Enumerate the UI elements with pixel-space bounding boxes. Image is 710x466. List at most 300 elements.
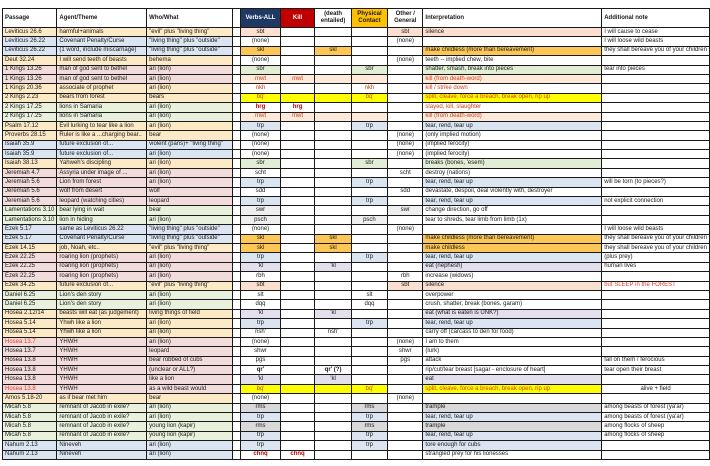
cell-verb-all: shwr bbox=[241, 347, 281, 356]
cell-kill bbox=[280, 384, 315, 393]
cell-interpretation: slayed, kill, slaughter bbox=[423, 103, 602, 112]
cell-agent: (1 word, include miscarriage) bbox=[57, 46, 147, 55]
cell-additional-note bbox=[602, 328, 710, 337]
cell-spacer bbox=[233, 413, 241, 422]
cell-who-what: like a lion bbox=[147, 375, 233, 384]
cell-spacer bbox=[233, 103, 241, 112]
cell-other-general bbox=[388, 300, 423, 309]
cell-spacer bbox=[233, 187, 241, 196]
cell-spacer bbox=[233, 450, 241, 459]
cell-who-what: ari (lion) bbox=[147, 300, 233, 309]
table-row bbox=[3, 384, 710, 393]
cell-who-what: ari (lion) bbox=[147, 413, 233, 422]
cell-agent: man of god sent to bethel bbox=[57, 65, 147, 74]
table-row bbox=[3, 319, 710, 328]
cell-interpretation: (implied ferocity) bbox=[423, 150, 602, 159]
cell-interpretation: split, cleave, force a breach, break open, rip up bbox=[423, 93, 602, 102]
cell-kill bbox=[280, 65, 315, 74]
cell-physical-contact bbox=[351, 347, 387, 356]
cell-agent: roaring lion (prophets) bbox=[57, 272, 147, 281]
cell-who-what: bear bbox=[147, 206, 233, 215]
cell-kill bbox=[280, 28, 315, 37]
cell-spacer bbox=[233, 150, 241, 159]
cell-death-entailed: skl bbox=[315, 234, 351, 243]
cell-interpretation bbox=[423, 394, 602, 403]
cell-passage: Ezek 5.17 bbox=[3, 234, 57, 243]
cell-other-general: swr bbox=[388, 206, 423, 215]
cell-other-general: (none) bbox=[388, 337, 423, 346]
cell-spacer bbox=[233, 74, 241, 83]
cell-kill bbox=[280, 394, 315, 403]
cell-passage: Jeremiah 5.6 bbox=[3, 197, 57, 206]
cell-spacer bbox=[233, 65, 241, 74]
cell-additional-note: among beasts of forest (ya'ar) bbox=[602, 413, 710, 422]
cell-kill bbox=[280, 243, 315, 252]
cell-passage: 2 Kings 17.25 bbox=[3, 103, 57, 112]
cell-death-entailed bbox=[315, 441, 351, 450]
col-header-agent-theme: Agent/Theme bbox=[57, 9, 147, 28]
cell-verb-all: skl bbox=[241, 234, 281, 243]
cell-verb-all: scht bbox=[241, 168, 281, 177]
cell-verb-all: sbt bbox=[241, 281, 281, 290]
cell-verb-all: trp bbox=[241, 319, 281, 328]
cell-spacer bbox=[233, 441, 241, 450]
cell-death-entailed: 'kl bbox=[315, 375, 351, 384]
cell-death-entailed bbox=[315, 159, 351, 168]
cell-verb-all: rbh bbox=[241, 272, 281, 281]
cell-passage: 1 Kings 20.36 bbox=[3, 84, 57, 93]
cell-who-what: "living thing" plus "outside" bbox=[147, 37, 233, 46]
cell-physical-contact bbox=[351, 131, 387, 140]
cell-death-entailed bbox=[315, 403, 351, 412]
cell-kill bbox=[280, 206, 315, 215]
cell-additional-note bbox=[602, 121, 710, 130]
cell-who-what: ari (lion) bbox=[147, 441, 233, 450]
cell-passage: Hosea 5.14 bbox=[3, 319, 57, 328]
cell-spacer bbox=[233, 337, 241, 346]
cell-passage: Hosea 13.8 bbox=[3, 384, 57, 393]
cell-other-general bbox=[388, 290, 423, 299]
cell-interpretation: split, cleave, force a breach, break open, rip up bbox=[423, 384, 602, 393]
cell-death-entailed bbox=[315, 140, 351, 149]
cell-additional-note bbox=[602, 319, 710, 328]
cell-agent: remnant of Jacob in exile? bbox=[57, 403, 147, 412]
cell-agent: YHWH bbox=[57, 366, 147, 375]
cell-agent: Ruler is like a ...charging bear.. bbox=[57, 131, 147, 140]
cell-other-general bbox=[388, 65, 423, 74]
cell-other-general bbox=[388, 103, 423, 112]
table-row bbox=[3, 112, 710, 121]
cell-interpretation: crush, shatter, break (bones, garam) bbox=[423, 300, 602, 309]
cell-spacer bbox=[233, 37, 241, 46]
cell-death-entailed bbox=[315, 450, 351, 459]
cell-agent: Yhwh like a lion bbox=[57, 319, 147, 328]
cell-passage: Ezek 34.25 bbox=[3, 281, 57, 290]
cell-agent: future exclusion of... bbox=[57, 281, 147, 290]
cell-additional-note bbox=[602, 140, 710, 149]
cell-spacer bbox=[233, 300, 241, 309]
cell-verb-all: slt bbox=[241, 290, 281, 299]
cell-death-entailed: skl bbox=[315, 46, 351, 55]
cell-spacer bbox=[233, 309, 241, 318]
cell-spacer bbox=[233, 206, 241, 215]
cell-verb-all: dqq bbox=[241, 300, 281, 309]
cell-verb-all: qr' bbox=[241, 366, 281, 375]
cell-kill bbox=[280, 328, 315, 337]
cell-interpretation: eat bbox=[423, 375, 602, 384]
cell-passage: Isaiah 35.9 bbox=[3, 140, 57, 149]
cell-spacer bbox=[233, 319, 241, 328]
cell-interpretation: devastate, despoil, deal violently with, destroyer bbox=[423, 187, 602, 196]
cell-other-general: (none) bbox=[388, 140, 423, 149]
table-row bbox=[3, 450, 710, 459]
cell-interpretation: trample bbox=[423, 403, 602, 412]
cell-agent: YHWH bbox=[57, 375, 147, 384]
cell-who-what: ari (lion) bbox=[147, 215, 233, 224]
cell-spacer bbox=[233, 366, 241, 375]
cell-physical-contact: rms bbox=[351, 403, 387, 412]
cell-death-entailed: nsh' bbox=[315, 328, 351, 337]
cell-spacer bbox=[233, 243, 241, 252]
cell-interpretation: tear, rend, tear up bbox=[423, 197, 602, 206]
cell-additional-note bbox=[602, 394, 710, 403]
cell-verb-all: (none) bbox=[241, 394, 281, 403]
cell-kill bbox=[280, 413, 315, 422]
cell-who-what: (unclear or ALL?) bbox=[147, 366, 233, 375]
cell-passage: Hosea 13.8 bbox=[3, 356, 57, 365]
cell-who-what: bears bbox=[147, 93, 233, 102]
table-row bbox=[3, 206, 710, 215]
cell-agent: Nineveh bbox=[57, 441, 147, 450]
col-header-who-what: Who/What bbox=[147, 9, 233, 28]
cell-death-entailed bbox=[315, 300, 351, 309]
cell-passage: Daniel 6.25 bbox=[3, 290, 57, 299]
cell-kill bbox=[280, 225, 315, 234]
cell-agent: YHWH bbox=[57, 337, 147, 346]
cell-verb-all: rms bbox=[241, 403, 281, 412]
cell-who-what: ari (lion) bbox=[147, 178, 233, 187]
cell-interpretation: breaks (bones, 'esem) bbox=[423, 159, 602, 168]
cell-passage: Micah 5.8 bbox=[3, 431, 57, 440]
cell-kill bbox=[280, 187, 315, 196]
cell-kill bbox=[280, 281, 315, 290]
cell-physical-contact bbox=[351, 337, 387, 346]
cell-agent: lion in hiding bbox=[57, 215, 147, 224]
table-row bbox=[3, 337, 710, 346]
cell-agent: wolf from desert bbox=[57, 187, 147, 196]
table-row bbox=[3, 328, 710, 337]
cell-other-general: sbt bbox=[388, 281, 423, 290]
cell-additional-note bbox=[602, 187, 710, 196]
cell-who-what: bear bbox=[147, 394, 233, 403]
cell-physical-contact bbox=[351, 328, 387, 337]
cell-physical-contact bbox=[351, 28, 387, 37]
cell-verb-all: 'kl bbox=[241, 309, 281, 318]
cell-agent: Yhwh like a lion bbox=[57, 328, 147, 337]
table-row bbox=[3, 37, 710, 46]
table-row bbox=[3, 150, 710, 159]
cell-verb-all: trp bbox=[241, 441, 281, 450]
col-header-interpretation: Interpretation bbox=[423, 9, 602, 28]
cell-other-general bbox=[388, 112, 423, 121]
cell-physical-contact bbox=[351, 74, 387, 83]
cell-physical-contact: bq' bbox=[351, 93, 387, 102]
cell-who-what: ari (lion) bbox=[147, 159, 233, 168]
cell-verb-all: bq' bbox=[241, 384, 281, 393]
cell-who-what: ari (lion) bbox=[147, 74, 233, 83]
cell-kill bbox=[280, 84, 315, 93]
cell-death-entailed bbox=[315, 413, 351, 422]
cell-verb-all: (none) bbox=[241, 131, 281, 140]
cell-other-general bbox=[388, 431, 423, 440]
cell-physical-contact: trp bbox=[351, 431, 387, 440]
cell-who-what: ari (lion) bbox=[147, 112, 233, 121]
table-row bbox=[3, 187, 710, 196]
cell-interpretation: silence bbox=[423, 28, 602, 37]
cell-spacer bbox=[233, 431, 241, 440]
cell-physical-contact: trp bbox=[351, 319, 387, 328]
col-header-kill: Kill bbox=[280, 9, 315, 28]
cell-other-general bbox=[388, 253, 423, 262]
cell-physical-contact: trp bbox=[351, 197, 387, 206]
cell-death-entailed: 'kl bbox=[315, 262, 351, 271]
cell-additional-note: tear open their breast bbox=[602, 366, 710, 375]
cell-additional-note: they shall bereave you of your children bbox=[602, 243, 710, 252]
cell-spacer bbox=[233, 56, 241, 65]
cell-death-entailed bbox=[315, 356, 351, 365]
cell-kill bbox=[280, 441, 315, 450]
cell-spacer bbox=[233, 131, 241, 140]
cell-passage: Proverbs 28.15 bbox=[3, 131, 57, 140]
table-row bbox=[3, 356, 710, 365]
cell-who-what: young lion (kapir) bbox=[147, 422, 233, 431]
cell-passage: Ezek 22.25 bbox=[3, 272, 57, 281]
cell-who-what: behema bbox=[147, 56, 233, 65]
cell-other-general bbox=[388, 46, 423, 55]
cell-agent: future exclusion of... bbox=[57, 150, 147, 159]
cell-verb-all: skl bbox=[241, 46, 281, 55]
cell-death-entailed bbox=[315, 150, 351, 159]
cell-verb-all: bq' bbox=[241, 93, 281, 102]
cell-additional-note: will be torn (to pieces?) bbox=[602, 178, 710, 187]
table-row bbox=[3, 431, 710, 440]
table-row bbox=[3, 422, 710, 431]
cell-additional-note bbox=[602, 290, 710, 299]
cell-spacer bbox=[233, 28, 241, 37]
cell-passage: 2 Kings 2.23 bbox=[3, 93, 57, 102]
cell-verb-all: trp bbox=[241, 178, 281, 187]
cell-other-general: (none) bbox=[388, 37, 423, 46]
cell-kill bbox=[280, 309, 315, 318]
cell-other-general: sdd bbox=[388, 187, 423, 196]
cell-verb-all: mwt bbox=[241, 112, 281, 121]
cell-additional-note bbox=[602, 56, 710, 65]
cell-death-entailed bbox=[315, 103, 351, 112]
cell-spacer bbox=[233, 168, 241, 177]
cell-death-entailed bbox=[315, 253, 351, 262]
cell-physical-contact bbox=[351, 206, 387, 215]
cell-who-what: ari (lion) bbox=[147, 65, 233, 74]
table-row bbox=[3, 290, 710, 299]
cell-agent: YHWH bbox=[57, 347, 147, 356]
cell-passage: Jeremiah 4.7 bbox=[3, 168, 57, 177]
cell-agent: Lion from forest bbox=[57, 178, 147, 187]
cell-spacer bbox=[233, 281, 241, 290]
cell-interpretation: tear, rend, tear up bbox=[423, 121, 602, 130]
cell-additional-note: they shall bereave you of your children bbox=[602, 46, 710, 55]
cell-death-entailed bbox=[315, 56, 351, 65]
cell-kill bbox=[280, 422, 315, 431]
cell-spacer bbox=[233, 384, 241, 393]
cell-spacer bbox=[233, 225, 241, 234]
cell-who-what: ari (lion) bbox=[147, 403, 233, 412]
cell-additional-note bbox=[602, 159, 710, 168]
cell-who-what: ari (lion) bbox=[147, 319, 233, 328]
cell-interpretation: kill (from death-word) bbox=[423, 112, 602, 121]
cell-kill bbox=[280, 121, 315, 130]
cell-interpretation: tear to shreds, tear limb from limb (1x) bbox=[423, 215, 602, 224]
table-row bbox=[3, 159, 710, 168]
cell-other-general: (none) bbox=[388, 131, 423, 140]
cell-spacer bbox=[233, 356, 241, 365]
cell-interpretation: tear, rend, tear up bbox=[423, 319, 602, 328]
cell-additional-note bbox=[602, 272, 710, 281]
cell-death-entailed bbox=[315, 65, 351, 74]
cell-death-entailed bbox=[315, 215, 351, 224]
cell-agent: Lion's den story bbox=[57, 300, 147, 309]
cell-verb-all: rms bbox=[241, 422, 281, 431]
cell-who-what: ari (lion) bbox=[147, 290, 233, 299]
cell-interpretation: increase (widows) bbox=[423, 272, 602, 281]
cell-physical-contact bbox=[351, 168, 387, 177]
cell-verb-all: nkh bbox=[241, 84, 281, 93]
table-row bbox=[3, 131, 710, 140]
cell-spacer bbox=[233, 422, 241, 431]
cell-spacer bbox=[233, 121, 241, 130]
cell-verb-all: trp bbox=[241, 431, 281, 440]
cell-additional-note bbox=[602, 150, 710, 159]
cell-other-general bbox=[388, 215, 423, 224]
cell-verb-all: swr bbox=[241, 206, 281, 215]
col-header-other-general: Other / General bbox=[388, 9, 423, 28]
cell-death-entailed bbox=[315, 112, 351, 121]
cell-death-entailed bbox=[315, 121, 351, 130]
cell-spacer bbox=[233, 272, 241, 281]
cell-death-entailed bbox=[315, 422, 351, 431]
cell-verb-all: chnq bbox=[241, 450, 281, 459]
cell-passage: Hosea 2.12/14 bbox=[3, 309, 57, 318]
cell-who-what: "living thing" plus "outside" bbox=[147, 234, 233, 243]
cell-passage: Hosea 13.8 bbox=[3, 366, 57, 375]
cell-physical-contact bbox=[351, 225, 387, 234]
cell-agent: lions in Samaria bbox=[57, 112, 147, 121]
cell-agent: YHWH bbox=[57, 384, 147, 393]
cell-passage: Isaiah 35.9 bbox=[3, 150, 57, 159]
cell-death-entailed bbox=[315, 168, 351, 177]
cell-physical-contact: trp bbox=[351, 413, 387, 422]
table-header bbox=[3, 9, 710, 28]
cell-spacer bbox=[233, 375, 241, 384]
cell-agent: roaring lion (prophets) bbox=[57, 262, 147, 271]
cell-other-general bbox=[388, 243, 423, 252]
cell-passage: Jeremiah 5.6 bbox=[3, 187, 57, 196]
cell-verb-all: pgs bbox=[241, 356, 281, 365]
table-row bbox=[3, 197, 710, 206]
cell-physical-contact bbox=[351, 309, 387, 318]
cell-agent: same as Leviticus 26.22 bbox=[57, 225, 147, 234]
cell-interpretation: change direction, go off bbox=[423, 206, 602, 215]
cell-passage: Nahum 2.13 bbox=[3, 450, 57, 459]
cell-death-entailed: 'kl bbox=[315, 309, 351, 318]
cell-agent: Lion's den story bbox=[57, 290, 147, 299]
cell-passage: Micah 5.8 bbox=[3, 422, 57, 431]
table-row bbox=[3, 366, 710, 375]
cell-kill bbox=[280, 375, 315, 384]
cell-death-entailed: qr' (?) bbox=[315, 366, 351, 375]
cell-other-general: (none) bbox=[388, 394, 423, 403]
cell-agent: Evil lurking to tear like a lion bbox=[57, 121, 147, 130]
cell-kill bbox=[280, 131, 315, 140]
cell-passage: Ezek 5.17 bbox=[3, 225, 57, 234]
cell-spacer bbox=[233, 140, 241, 149]
cell-interpretation: shatter, smash, break into pieces bbox=[423, 65, 602, 74]
cell-kill bbox=[280, 290, 315, 299]
cell-agent: job, Noah, etc.. bbox=[57, 243, 147, 252]
cell-spacer bbox=[233, 253, 241, 262]
cell-interpretation: trample bbox=[423, 422, 602, 431]
cell-physical-contact: trp bbox=[351, 121, 387, 130]
table-row bbox=[3, 65, 710, 74]
cell-death-entailed bbox=[315, 84, 351, 93]
cell-verb-all: sdd bbox=[241, 187, 281, 196]
cell-other-general: sbt bbox=[388, 28, 423, 37]
table-row bbox=[3, 93, 710, 102]
cell-physical-contact: psch bbox=[351, 215, 387, 224]
cell-physical-contact bbox=[351, 281, 387, 290]
cell-additional-note bbox=[602, 309, 710, 318]
cell-interpretation: silence bbox=[423, 281, 602, 290]
cell-spacer bbox=[233, 159, 241, 168]
cell-kill bbox=[280, 347, 315, 356]
cell-interpretation: tear, rend, tear up bbox=[423, 253, 602, 262]
cell-additional-note bbox=[602, 84, 710, 93]
cell-interpretation: eat (what is eaten is UNK?) bbox=[423, 309, 602, 318]
cell-kill bbox=[280, 56, 315, 65]
cell-who-what: ari (lion) bbox=[147, 84, 233, 93]
cell-passage: 1 Kings 13.26 bbox=[3, 74, 57, 83]
cell-who-what: ari (lion) bbox=[147, 337, 233, 346]
cell-who-what: violent (paris)+ "living thing" bbox=[147, 140, 233, 149]
cell-other-general: (none) bbox=[388, 225, 423, 234]
cell-interpretation: make childless (more than bereavement) bbox=[423, 234, 602, 243]
cell-additional-note bbox=[602, 74, 710, 83]
cell-kill bbox=[280, 37, 315, 46]
cell-physical-contact bbox=[351, 262, 387, 271]
cell-other-general bbox=[388, 375, 423, 384]
cell-additional-note: alive + field bbox=[602, 384, 710, 393]
cell-death-entailed bbox=[315, 394, 351, 403]
cell-interpretation: tear, rend, tear up bbox=[423, 178, 602, 187]
cell-death-entailed bbox=[315, 131, 351, 140]
cell-physical-contact: sbr bbox=[351, 159, 387, 168]
cell-who-what: as a wild beast would bbox=[147, 384, 233, 393]
cell-who-what: "evil" plus "living thing" bbox=[147, 281, 233, 290]
cell-agent: beasts will eat (as judgement) bbox=[57, 309, 147, 318]
cell-additional-note: but SLEEP in the FOREST bbox=[602, 281, 710, 290]
cell-agent: Covenant Penalty/Curse bbox=[57, 234, 147, 243]
cell-additional-note bbox=[602, 375, 710, 384]
cell-death-entailed bbox=[315, 225, 351, 234]
